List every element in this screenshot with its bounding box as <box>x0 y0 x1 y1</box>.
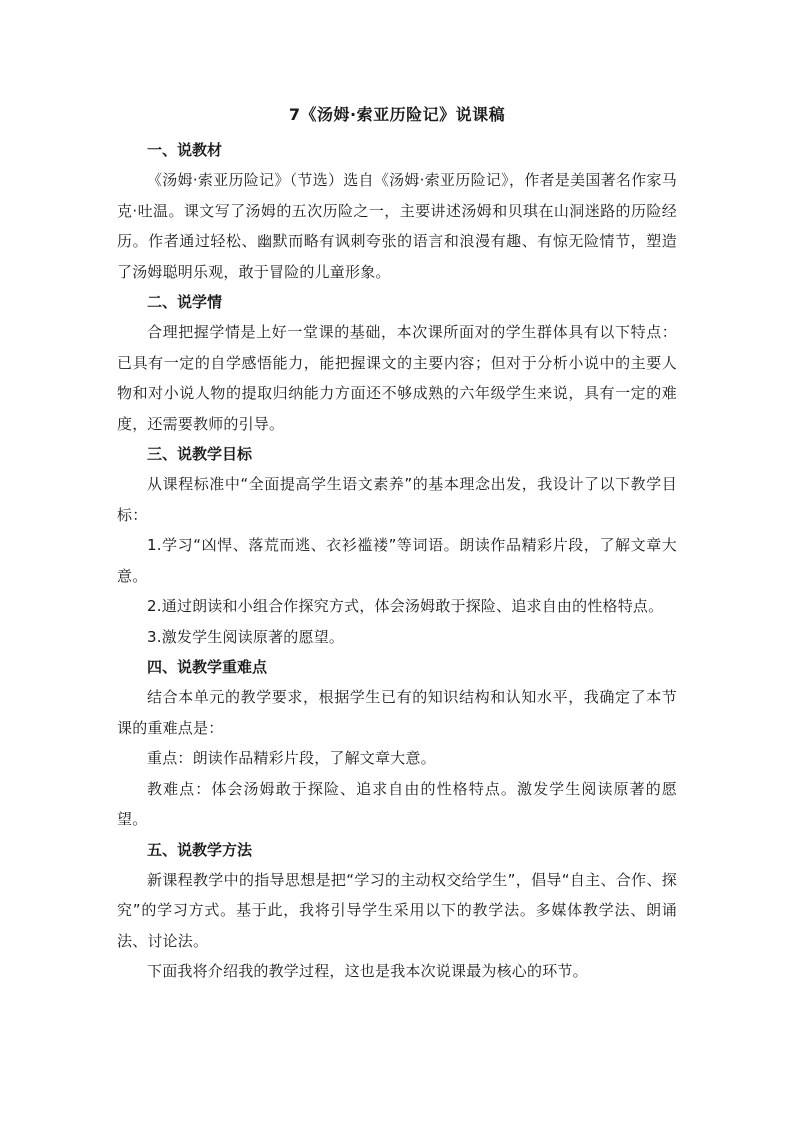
objective-item: 2.通过朗读和小组合作探究方式，体会汤姆敢于探险、追求自由的性格特点。 <box>147 597 664 615</box>
paragraph: 从课程标准中“全面提高学生语文素养”的基本理念出发，我设计了以下教学目标： <box>117 475 677 524</box>
section-heading: 一、说教材 <box>147 141 223 159</box>
paragraph: 合理把握学情是上好一堂课的基础，本次课所面对的学生群体具有以下特点：已具有一定的自学感悟能力，能把握课文的主要内容；但对于分析小说中的主要人物和对小说人物的提取归纳能力方面还不够成熟的六年级学生来说，具有一定的难度，还需要教师的引导。 <box>117 323 677 433</box>
difficult-point: 教难点：体会汤姆敢于探险、追求自由的性格特点。激发学生阅读原著的愿望。 <box>117 779 677 828</box>
document-page <box>117 103 677 987</box>
section-textbook <box>117 135 677 287</box>
document-title: 7《汤姆·索亚历险记》说课稿 <box>288 105 506 124</box>
key-point: 重点：朗读作品精彩片段，了解文章大意。 <box>147 749 436 767</box>
section-methods <box>117 835 677 987</box>
section-key-points <box>117 652 677 835</box>
section-heading: 四、说教学重难点 <box>147 658 268 676</box>
section-heading: 三、说教学目标 <box>147 445 253 463</box>
section-heading: 五、说教学方法 <box>147 840 253 859</box>
section-students <box>117 287 677 439</box>
paragraph: 《汤姆·索亚历险记》（节选）选自《汤姆·索亚历险记》，作者是美国著名作家马克·吐温。课文写了汤姆的五次历险之一，主要讲述汤姆和贝琪在山洞迷路的历险经历。作者通过轻松、幽默而略有讽刺夸张的语言和浪漫有趣、有惊无险情节，塑造了汤姆聪明乐观，敢于冒险的儿童形象。 <box>117 171 677 281</box>
paragraph: 新课程教学中的指导思想是把“学习的主动权交给学生”，倡导“自主、合作、探究”的学习方式。基于此，我将引导学生采用以下的教学法。多媒体教学法、朗诵法、讨论法。 <box>117 870 677 950</box>
section-heading: 二、说学情 <box>147 293 223 311</box>
paragraph: 下面我将介绍我的教学过程，这也是我本次说课最为核心的环节。 <box>147 962 588 980</box>
objective-item: 3.激发学生阅读原著的愿望。 <box>147 627 345 646</box>
section-objectives <box>117 439 677 652</box>
objective-item: 1.学习“凶悍、落荒而逃、衣衫褴褛”等词语。朗读作品精彩片段，了解文章大意。 <box>117 536 677 585</box>
paragraph: 结合本单元的教学要求，根据学生已有的知识结构和认知水平，我确定了本节课的重难点是： <box>117 688 677 737</box>
